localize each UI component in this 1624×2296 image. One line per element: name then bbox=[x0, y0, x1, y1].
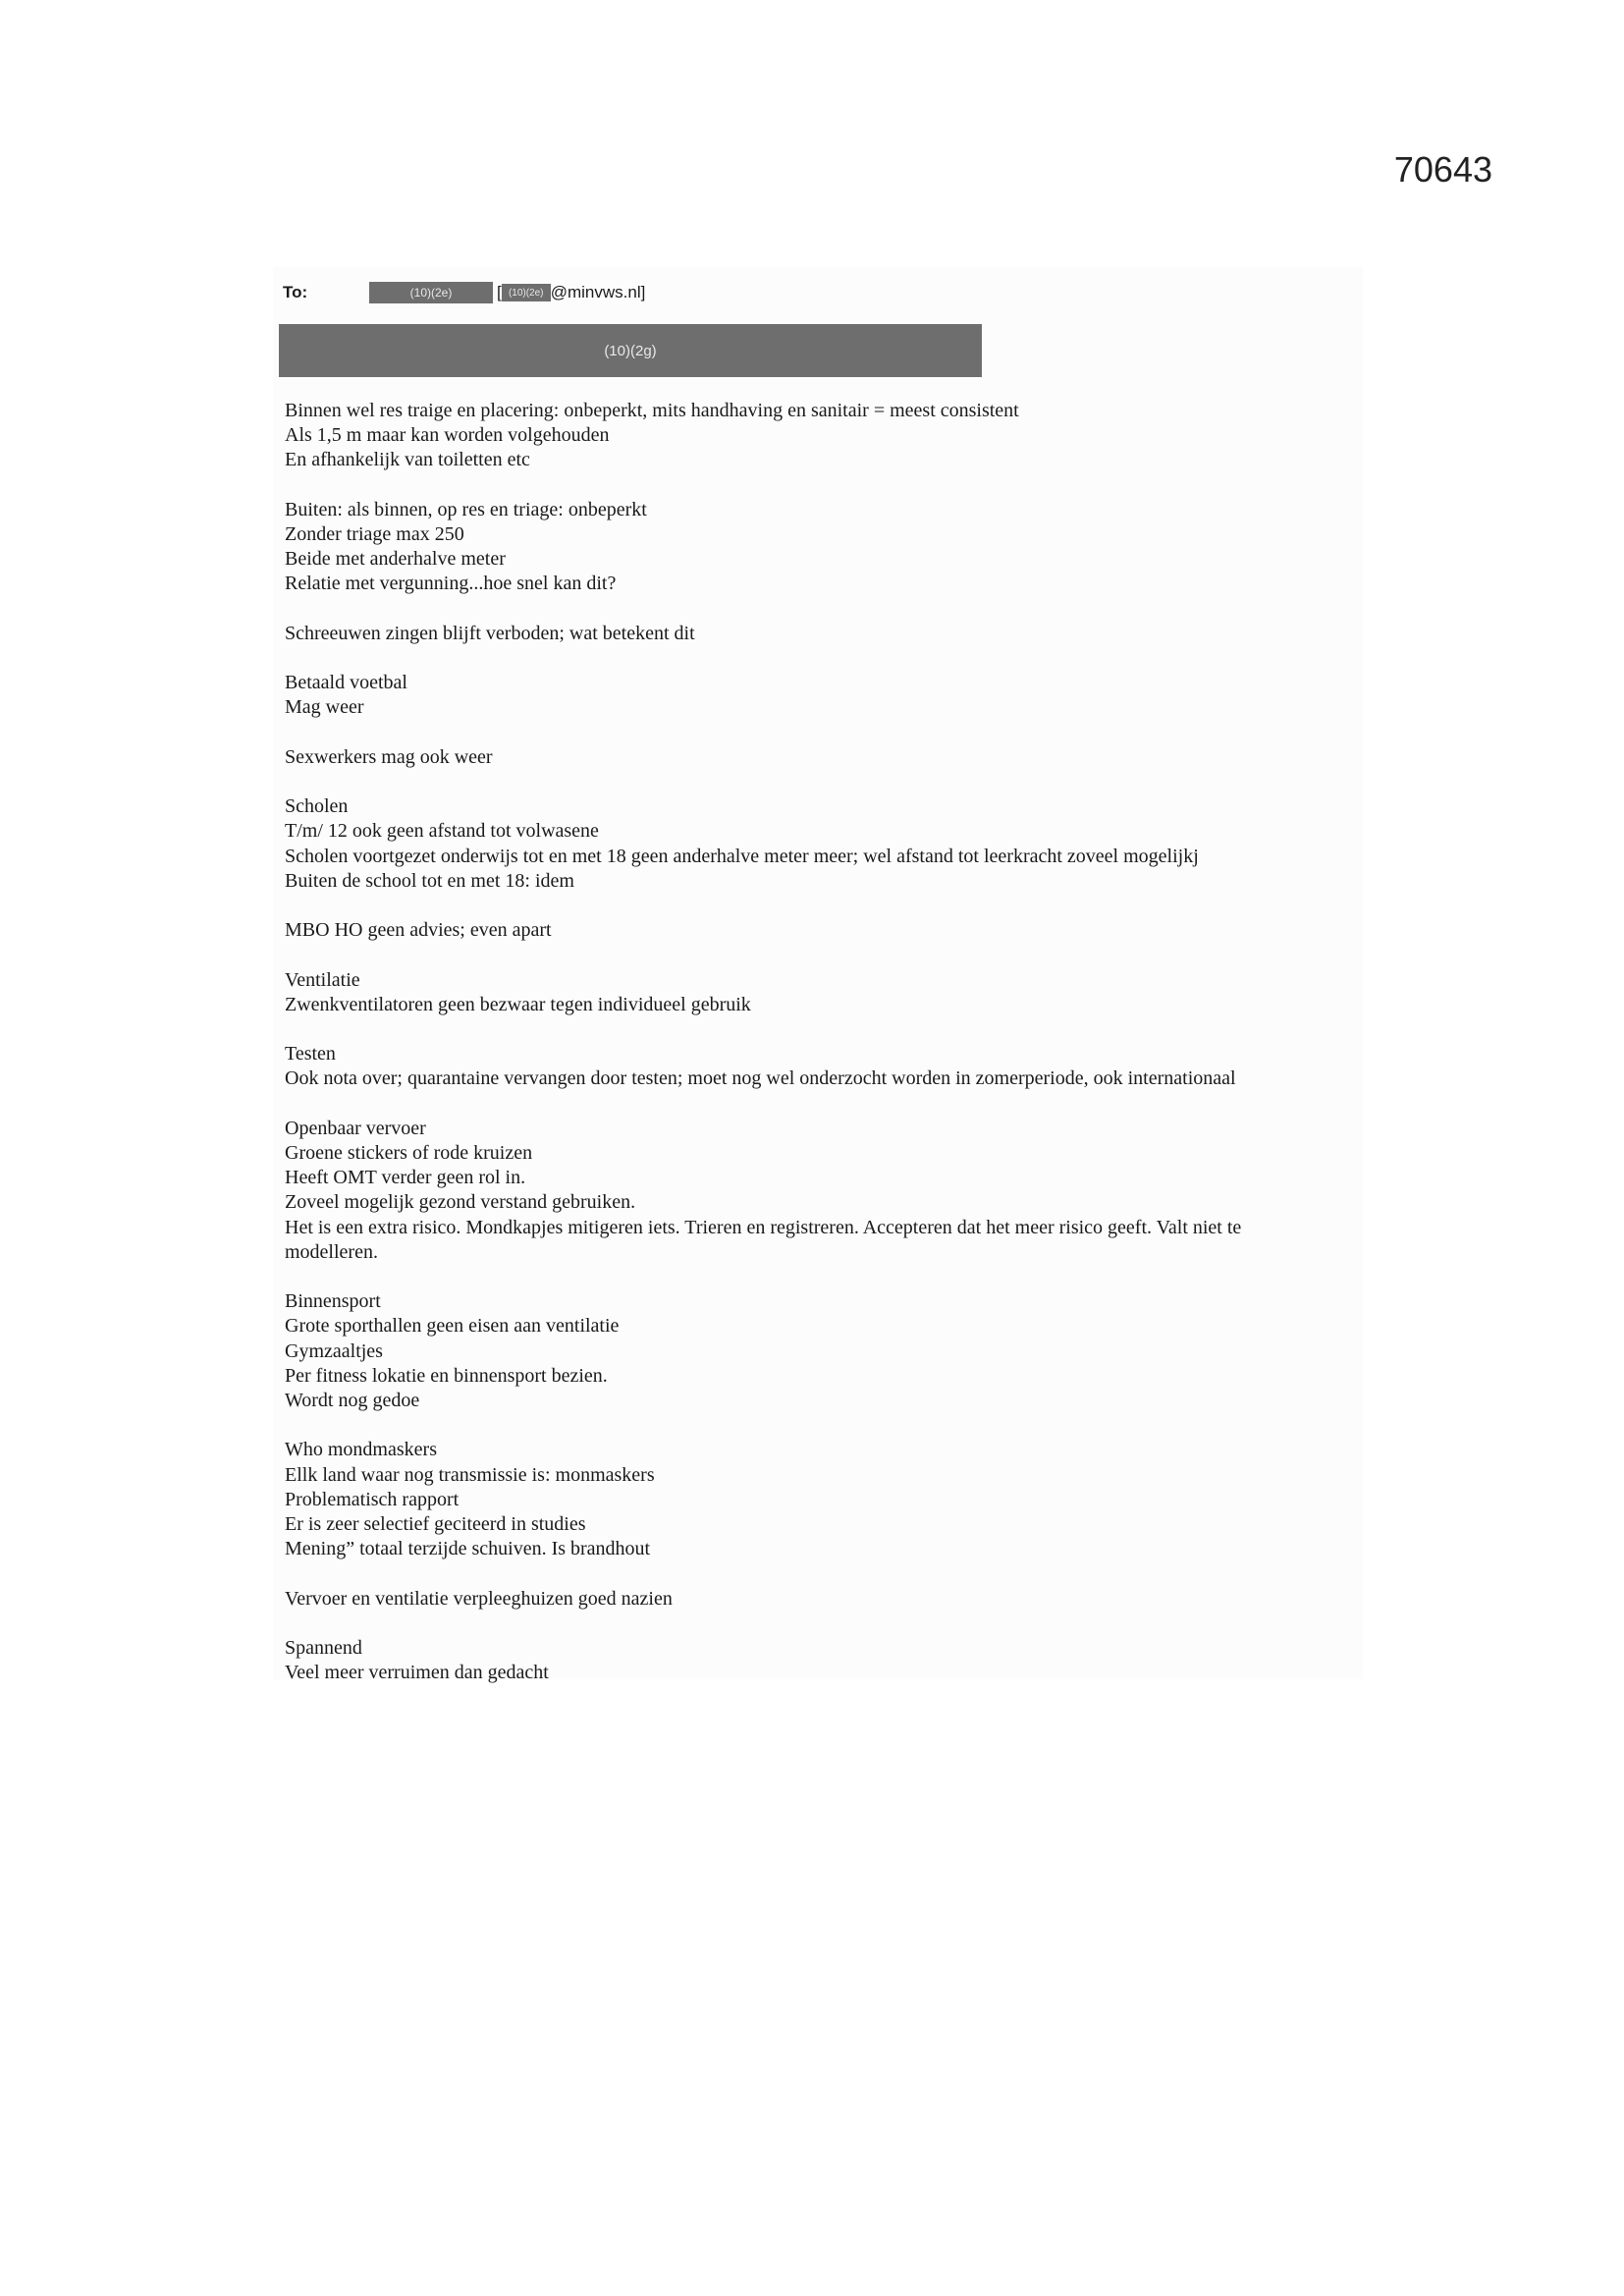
body-line: T/m/ 12 ook geen afstand tot volwasene bbox=[285, 820, 599, 843]
body-line: Gymzaaltjes bbox=[285, 1339, 383, 1362]
body-paragraph bbox=[285, 745, 1355, 770]
body-line: Problematisch rapport bbox=[285, 1488, 460, 1510]
email-open-bracket: [ bbox=[497, 283, 502, 301]
recipient-name-redaction: (10)(2e) bbox=[369, 282, 493, 303]
body-paragraph bbox=[285, 968, 1355, 1017]
body-paragraph bbox=[285, 1117, 1355, 1265]
body-line: Scholen bbox=[285, 795, 349, 818]
body-line: Spannend bbox=[285, 1636, 362, 1659]
body-line: En afhankelijk van toiletten etc bbox=[285, 449, 530, 471]
body-paragraph bbox=[285, 671, 1355, 720]
body-paragraph bbox=[285, 498, 1355, 597]
body-line: Sexwerkers mag ook weer bbox=[285, 745, 493, 768]
body-line: Er is zeer selectief geciteerd in studies bbox=[285, 1512, 586, 1535]
email-body bbox=[285, 399, 1355, 1685]
body-line: Mag weer bbox=[285, 696, 364, 719]
document-number: 70643 bbox=[1393, 149, 1492, 190]
body-line: Binnensport bbox=[285, 1290, 381, 1313]
body-line: Scholen voortgezet onderwijs tot en met 18 geen anderhalve meter meer; wel afstand tot leerkracht zoveel mogelijkj bbox=[285, 845, 1199, 867]
body-line: Who mondmaskers bbox=[285, 1439, 437, 1461]
body-line: Vervoer en ventilatie verpleeghuizen goed nazien bbox=[285, 1587, 673, 1610]
subject-redaction-bar bbox=[279, 324, 982, 377]
body-line: Openbaar vervoer bbox=[285, 1117, 426, 1139]
body-paragraph bbox=[285, 918, 1355, 943]
body-paragraph bbox=[285, 1587, 1355, 1612]
body-line: Wordt nog gedoe bbox=[285, 1389, 420, 1411]
body-line: Relatie met vergunning...hoe snel kan dit? bbox=[285, 573, 617, 595]
body-paragraph bbox=[285, 622, 1355, 646]
body-line: Zwenkventilatoren geen bezwaar tegen individueel gebruik bbox=[285, 993, 751, 1015]
email-local-part-redaction: (10)(2e) bbox=[502, 284, 551, 301]
body-line: Buiten: als binnen, op res en triage: onbeperkt bbox=[285, 498, 647, 520]
body-paragraph bbox=[285, 1289, 1355, 1413]
body-paragraph bbox=[285, 1438, 1355, 1561]
body-paragraph bbox=[285, 1042, 1355, 1091]
body-line: Per fitness lokatie en binnensport bezien. bbox=[285, 1364, 608, 1387]
to-row bbox=[283, 279, 645, 306]
body-paragraph bbox=[285, 794, 1355, 894]
body-line: Heeft OMT verder geen rol in. bbox=[285, 1167, 526, 1189]
to-label: To: bbox=[283, 283, 308, 301]
body-line: MBO HO geen advies; even apart bbox=[285, 919, 552, 942]
body-line: Veel meer verruimen dan gedacht bbox=[285, 1662, 549, 1684]
body-line: Als 1,5 m maar kan worden volgehouden bbox=[285, 424, 610, 447]
subject-redaction: (10)(2g) bbox=[279, 324, 982, 377]
body-paragraph bbox=[285, 1636, 1355, 1685]
body-line: Ook nota over; quarantaine vervangen door testen; moet nog wel onderzocht worden in zomerperiode, ook internationaal bbox=[285, 1067, 1236, 1090]
body-line: Buiten de school tot en met 18: idem bbox=[285, 869, 574, 892]
email-domain: @minvws.nl] bbox=[550, 283, 646, 301]
body-line: Zoveel mogelijk gezond verstand gebruiken. bbox=[285, 1191, 636, 1214]
body-line: Binnen wel res traige en placering: onbeperkt, mits handhaving en sanitair = meest consistent bbox=[285, 400, 1019, 421]
body-line: Testen bbox=[285, 1043, 336, 1066]
body-line: Ellk land waar nog transmissie is: monmaskers bbox=[285, 1463, 655, 1486]
body-line: Zonder triage max 250 bbox=[285, 523, 464, 545]
body-paragraph bbox=[285, 399, 1355, 473]
body-line: Betaald voetbal bbox=[285, 672, 407, 694]
body-line: modelleren. bbox=[285, 1240, 378, 1263]
body-line: Grote sporthallen geen eisen aan ventilatie bbox=[285, 1315, 620, 1338]
body-line: Het is een extra risico. Mondkapjes mitigeren iets. Trieren en registreren. Accepteren dat het meer risico geeft. Valt niet te bbox=[285, 1216, 1242, 1238]
body-line: Groene stickers of rode kruizen bbox=[285, 1141, 533, 1164]
body-line: Ventilatie bbox=[285, 968, 360, 991]
body-line: Schreeuwen zingen blijft verboden; wat betekent dit bbox=[285, 622, 695, 644]
body-line: Beide met anderhalve meter bbox=[285, 548, 506, 571]
body-line: Mening” totaal terzijde schuiven. Is brandhout bbox=[285, 1538, 651, 1560]
